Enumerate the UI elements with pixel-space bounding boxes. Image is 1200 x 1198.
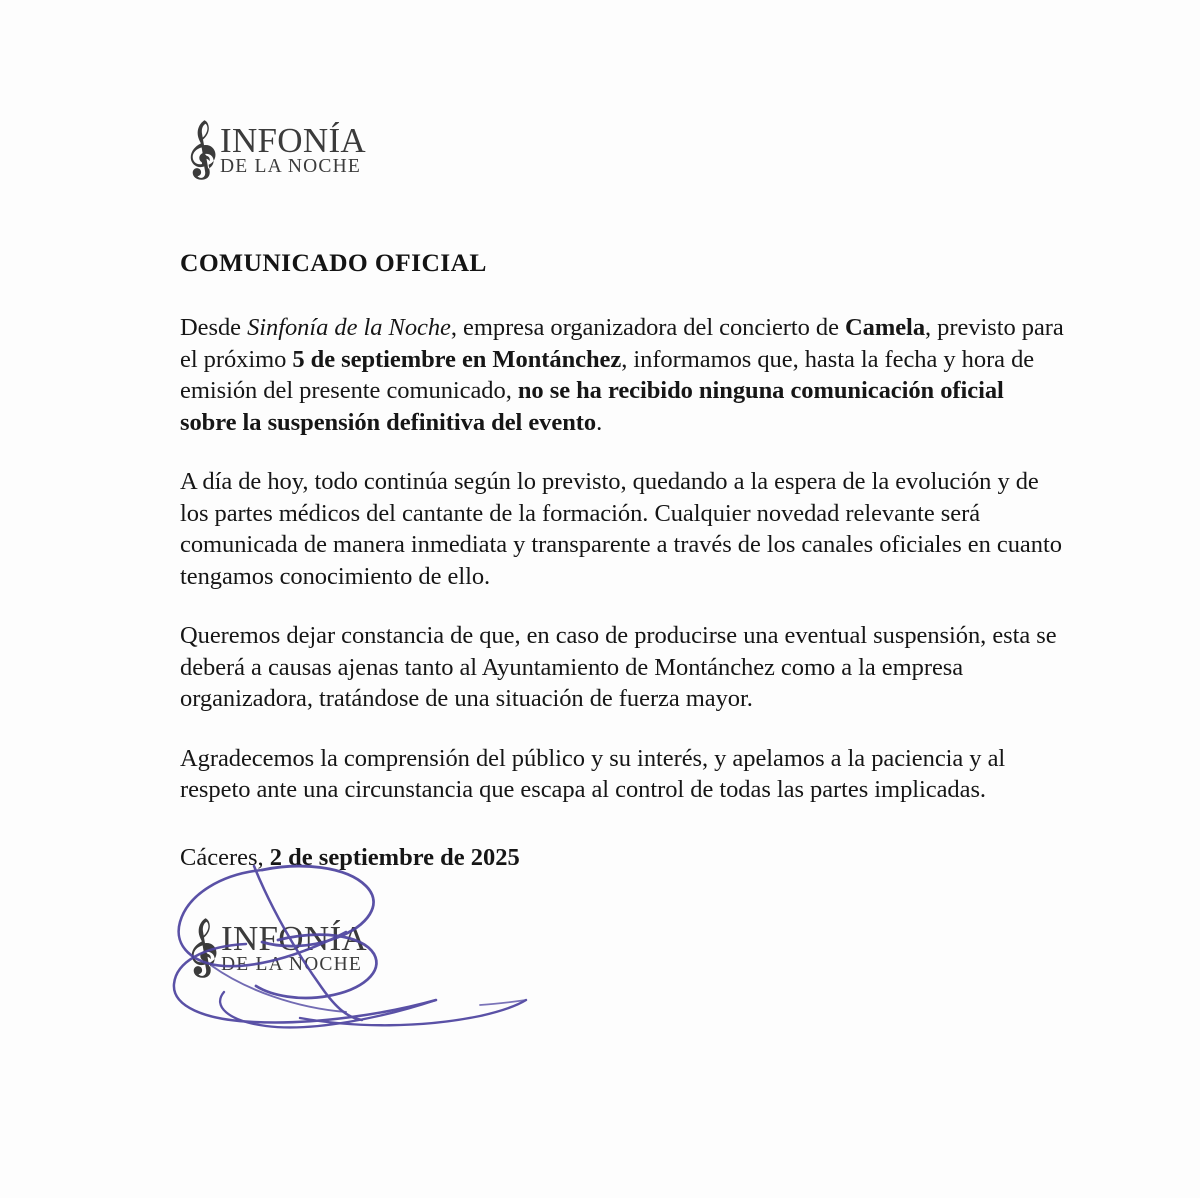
signature-logo-main-text: INFONÍA	[221, 919, 367, 958]
p1-part5: .	[596, 408, 603, 436]
p1-date-place-bold: 5 de septiembre en Montánchez	[292, 345, 622, 373]
paragraph-4: Agradecemos la comprensión del público y su interés, y apelamos a la paciencia y al respeto ante una circunstancia que escapa al control de todas las partes implicadas.	[180, 744, 1006, 803]
signature-logo-sub-text: DE LA NOCHE	[221, 954, 363, 975]
paragraph-3: Queremos dejar constancia de que, en caso de producirse una eventual suspensión, esta se deberá a causas ajenas tanto al Ayuntamiento de Montánchez como a la empresa organizadora, tratándose de una situación de fuerza mayor.	[180, 622, 1057, 712]
paragraph-1	[180, 312, 1064, 438]
document-body	[180, 248, 1064, 873]
closing-city: Cáceres,	[180, 843, 270, 871]
p1-part3: , previsto para el próximo	[180, 314, 1064, 373]
p1-part1: Desde	[180, 314, 248, 341]
p1-company-italic: Sinfonía de la Noche	[247, 314, 451, 341]
logo-main-text: INFONÍA	[220, 121, 366, 160]
page-title: COMUNICADO OFICIAL	[180, 248, 487, 277]
logo-sub-text: DE LA NOCHE	[220, 156, 362, 177]
treble-clef-icon	[182, 916, 226, 982]
p1-statement-bold: no se ha recibido ninguna comunicación oficial sobre la suspensión definitiva del evento	[180, 377, 1004, 436]
company-logo	[181, 118, 481, 188]
signature-block	[150, 848, 570, 1058]
p1-artist-bold: Camela	[845, 314, 926, 341]
signature-logo	[182, 916, 367, 982]
p1-part4: , informamos que, hasta la fecha y hora de emisión del presente comunicado,	[180, 345, 1035, 404]
logo-mark	[181, 118, 481, 184]
closing-date: 2 de septiembre de 2025	[269, 843, 520, 871]
p1-part2: , empresa organizadora del concierto de	[450, 314, 846, 341]
treble-clef-icon	[181, 118, 225, 184]
logo-wordmark	[220, 118, 366, 177]
paragraph-2: A día de hoy, todo continúa según lo previsto, quedando a la espera de la evolución y de los partes médicos del cantante de la formación. Cualquier novedad relevante será comunicada de manera inmediata y transparente a través de los canales oficiales en cuanto tengamos conocimiento de ello.	[180, 468, 1062, 590]
signature-logo-wordmark	[221, 916, 367, 975]
